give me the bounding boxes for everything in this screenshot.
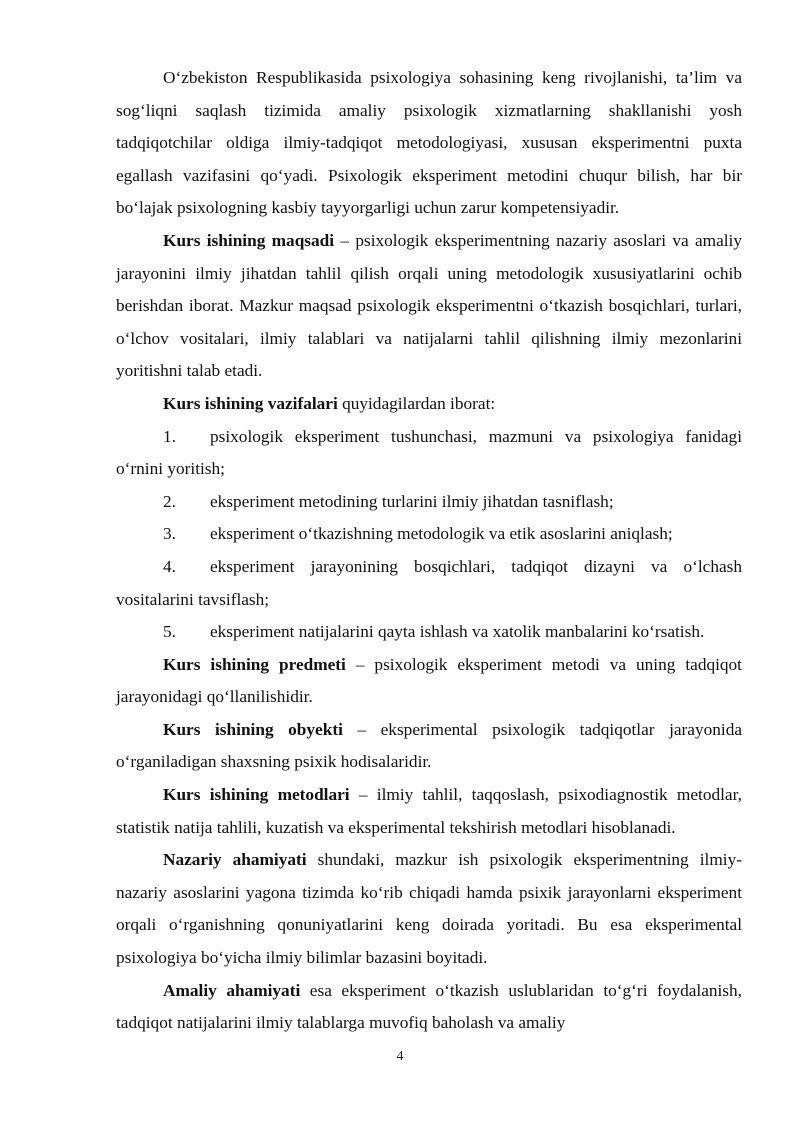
goal-text: – psixologik eksperimentning nazariy asoslari va amaliy jarayonini ilmiy jihatdan tahlil qilish orqali uning metodologik xususiyatlarini ochib berishdan iborat. Mazkur maqsad psixologik eksperimentni o‘tkazish bosqichlari, turlari, o‘lchov vositalari, ilmiy talablari va natijalarni tahlil qilishning ilmiy mezonlarini yoritishni talab etadi. [116,230,742,381]
list-item-text: eksperiment o‘tkazishning metodologik va etik asoslarini aniqlash; [210,524,673,544]
practical-significance-paragraph [116,975,742,1040]
tasks-text: quyidagilardan iborat: [337,393,496,413]
subject-paragraph [116,649,742,714]
list-item-text: eksperiment jarayonining bosqichlari, tadqiqot dizayni va o‘lchash vositalarini tavsiflash; [116,556,742,609]
object-text: – eksperimental psixologik tadqiqotlar jarayonida o‘rganiladigan shaxsning psixik hodisalaridir. [116,719,742,772]
methods-text: – ilmiy tahlil, taqqoslash, psixodiagnostik metodlar, statistik natija tahlili, kuzatish va eksperimental tekshirish metodlari hisoblanadi. [116,785,742,837]
list-item [116,616,742,649]
page-content [116,62,742,1040]
list-item-number: 3. [163,524,176,544]
page-number: 4 [396,1049,404,1064]
list-item [116,551,742,616]
list-item-text: eksperiment natijalarini qayta ishlash va xatolik manbalarini ko‘rsatish. [210,622,705,642]
tasks-paragraph [116,388,742,421]
object-label: Kurs ishining obyekti [163,719,343,739]
list-item-number: 2. [163,491,176,511]
subject-text: – psixologik eksperiment metodi va uning tadqiqot jarayonidagi qo‘llanilishidir. [116,654,742,707]
list-item [116,486,742,519]
theoretical-significance-paragraph [116,844,742,974]
list-item-number: 1. [163,426,176,446]
intro-paragraph: O‘zbekiston Respublikasida psixologiya sohasining keng rivojlanishi, ta’lim va sog‘liqni saqlash tizimida amaliy psixologik xizmatlarning shakllanishi yosh tadqiqotchilar oldiga ilmiy-tadqiqot metodologiyasi, xususan eksperimentni puxta egallash vazifasini qo‘yadi. Psixologik eksperiment metodini chuqur bilish, har bir bo‘lajak psixologning kasbiy tayyorgarligi uchun zarur kompetensiyadir. [116,68,742,218]
tasks-label: Kurs ishining vazifalari [163,393,338,413]
theoretical-significance-label: Nazariy ahamiyati [163,850,307,870]
practical-significance-label: Amaliy ahamiyati [163,980,301,1000]
methods-label: Kurs ishining metodlari [163,785,350,805]
list-item-number: 5. [163,622,176,642]
list-item-text: eksperiment metodining turlarini ilmiy jihatdan tasniflash; [210,491,614,511]
theoretical-significance-text: shundaki, mazkur ish psixologik eksperimentning ilmiy-nazariy asoslarini yagona tizimda ko‘rib chiqadi hamda psixik jarayonlarni eksperiment orqali o‘rganishning qonuniyatlarini keng doirada yoritadi. Bu esa eksperimental psixologiya bo‘yicha ilmiy bilimlar bazasini boyitadi. [116,850,742,968]
practical-significance-text: esa eksperiment o‘tkazish uslublaridan to‘g‘ri foydalanish, tadqiqot natijalarini ilmiy talablarga muvofiq baholash va amaliy [116,980,742,1033]
list-item [116,518,742,551]
goal-label: Kurs ishining maqsadi [163,230,335,250]
subject-label: Kurs ishining predmeti [163,654,346,674]
list-item [116,421,742,486]
goal-paragraph [116,225,742,388]
object-paragraph [116,714,742,779]
list-item-number: 4. [163,556,176,576]
list-item-text: psixologik eksperiment tushunchasi, mazmuni va psixologiya fanidagi o‘rnini yoritish; [116,426,742,479]
methods-paragraph [116,779,742,844]
